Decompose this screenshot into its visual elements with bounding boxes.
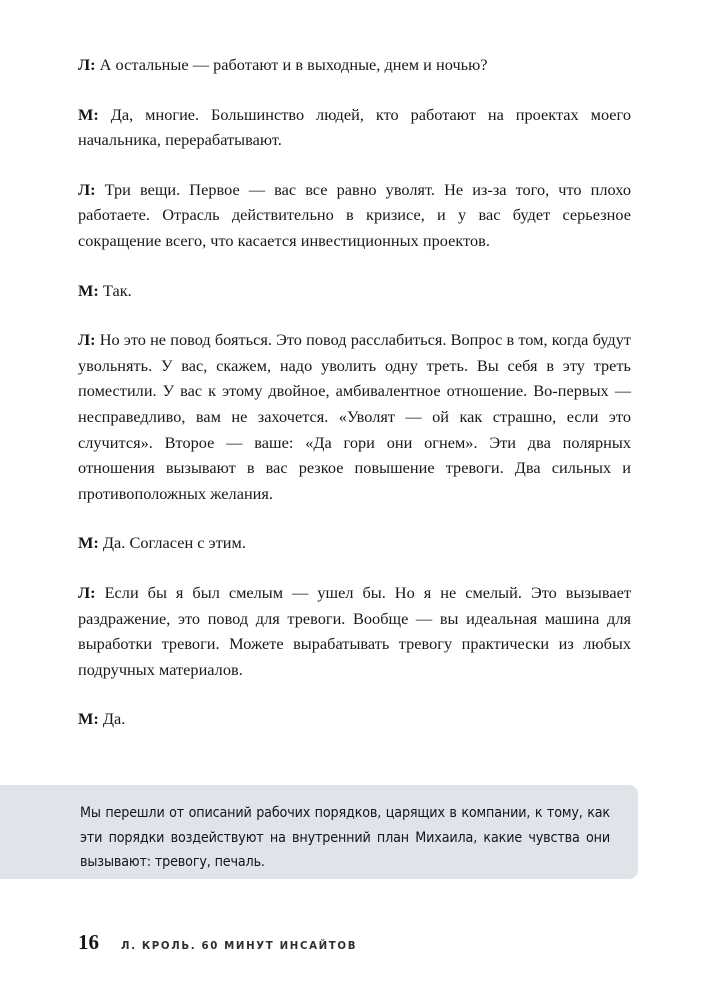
dialogue-text: Так. [98,280,132,300]
speaker-label: М: [78,280,99,300]
dialogue-text: Три вещи. Первое — вас все равно уволят. Не из-за того, что плохо работаете. Отрасль действительно в кризисе, и у вас будет серьезное сокращение всего, что касается инвестиционных проектов. [78,179,631,250]
callout-content [80,801,610,875]
speaker-label: Л: [78,330,96,350]
speaker-label: М: [78,709,99,729]
dialogue-body [78,52,631,732]
callout-text: Мы перешли от описаний рабочих порядков, царящих в компании, к тому, как эти порядки воздействуют на внутренний план Михаила, какие чувства они вызывают: тревогу, печаль. [80,805,610,871]
dialogue-paragraph [78,278,631,304]
speaker-label: Л: [78,582,96,602]
page-footer [78,932,357,953]
speaker-label: М: [78,533,99,553]
commentary-callout-box [0,785,638,879]
dialogue-paragraph [78,177,631,254]
speaker-label: М: [78,104,99,124]
dialogue-text: Да, многие. Большинство людей, кто работают на проектах моего начальника, перерабатывают. [78,104,631,150]
dialogue-paragraph [78,327,631,506]
page-number: 16 [78,930,99,954]
speaker-label: Л: [78,55,96,74]
dialogue-paragraph [78,706,631,732]
dialogue-text: Да. Согласен с этим. [98,533,246,553]
dialogue-paragraph [78,580,631,682]
dialogue-text: Но это не повод бояться. Это повод расслабиться. Вопрос в том, когда будут увольнять. У вас, скажем, надо уволить одну треть. Вы себя в эту треть поместили. У вас к этому двойное, амбивалентное отношение. Во-первых — несправедливо, вам не захочется. «Уволят — ой как страшно, если это случится». Второе — ваше: «Да гори они огнем». Эти два полярных отношения вызывают в вас резкое повышение тревоги. Два сильных и противоположных желания. [78,330,631,503]
dialogue-text: Да. [98,709,126,729]
dialogue-paragraph [78,530,631,556]
dialogue-text: Если бы я был смелым — ушел бы. Но я не смелый. Это вызывает раздражение, это повод для тревоги. Вообще — вы идеальная машина для выработки тревоги. Можете вырабатывать тревогу практически из любых подручных материалов. [78,582,631,679]
dialogue-text: А остальные — работают и в выходные, днем и ночью? [95,55,488,74]
speaker-label: Л: [78,179,96,199]
dialogue-paragraph [78,52,631,78]
running-head: Л. КРОЛЬ. 60 МИНУТ ИНСАЙТОВ [121,941,358,952]
dialogue-paragraph [78,102,631,153]
